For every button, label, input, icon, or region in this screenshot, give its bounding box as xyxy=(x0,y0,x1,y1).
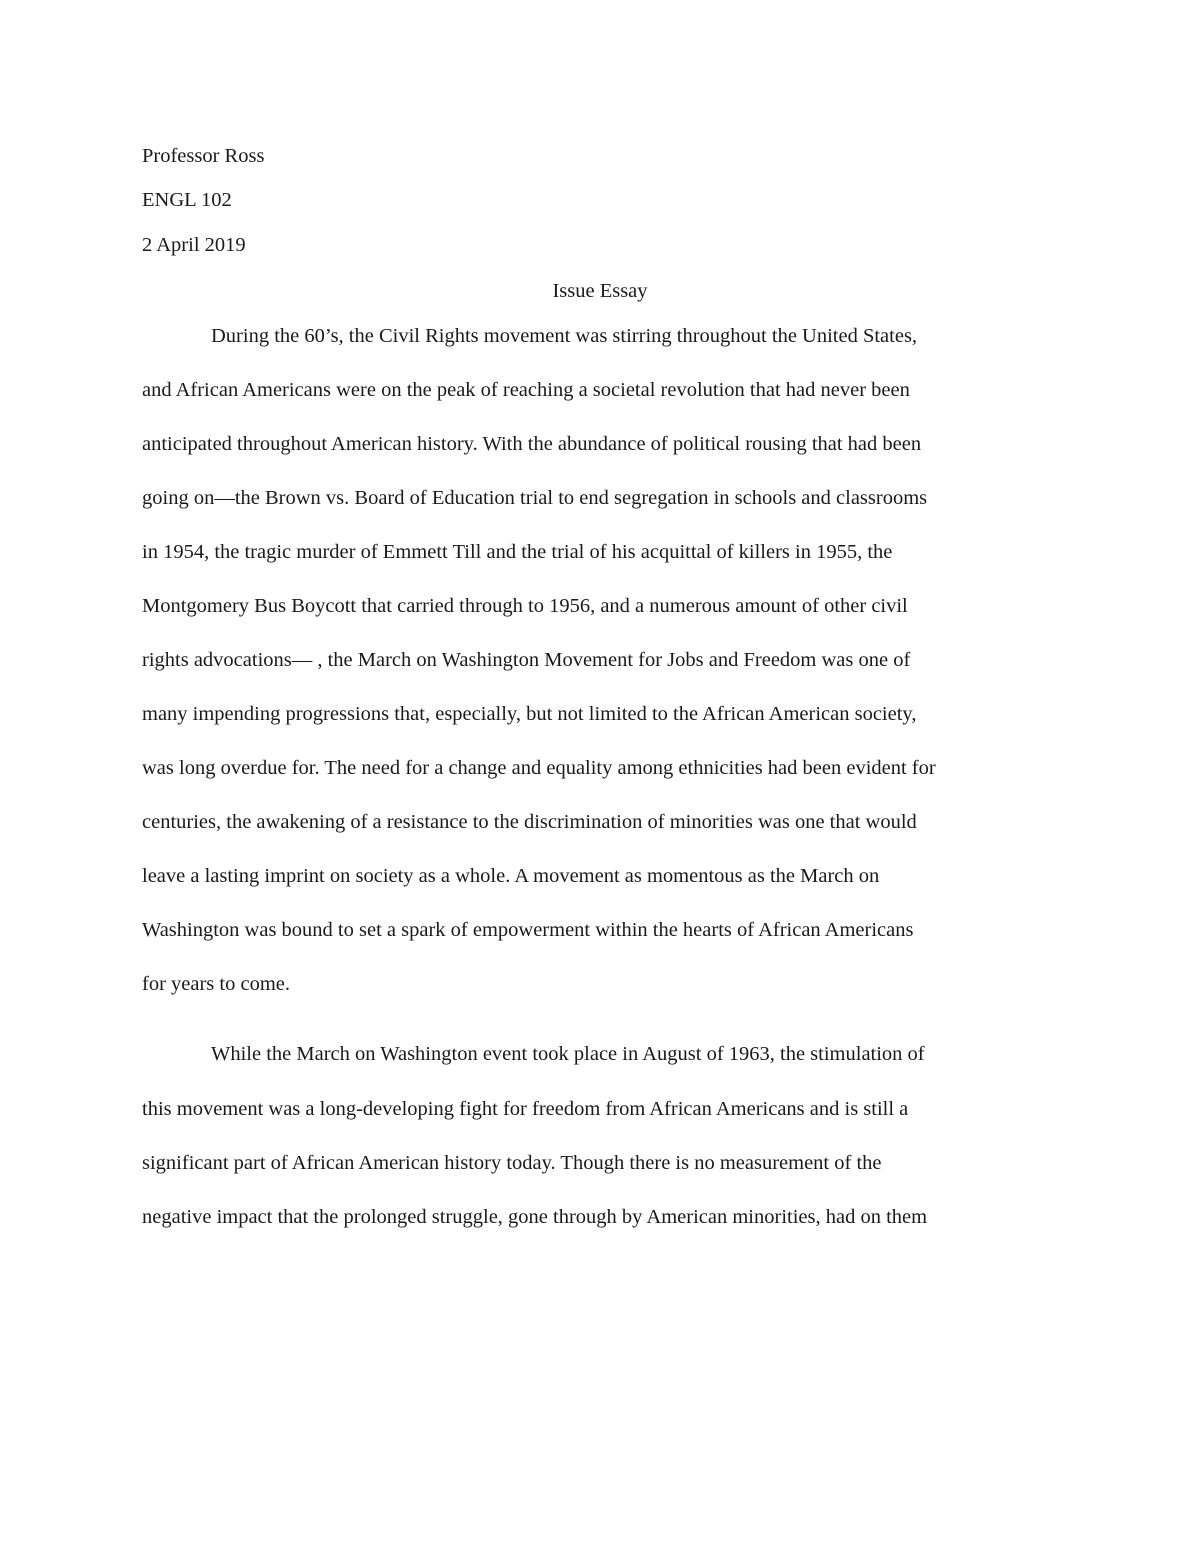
paragraph-line: many impending progressions that, especially, but not limited to the African American society, xyxy=(142,703,917,725)
essay-title: Issue Essay xyxy=(552,280,648,302)
paragraph-line: this movement was a long-developing fight for freedom from African Americans and is still a xyxy=(142,1098,909,1120)
course-name: ENGL 102 xyxy=(142,189,232,211)
paragraph-line: rights advocations— , the March on Washington Movement for Jobs and Freedom was one of xyxy=(142,649,911,671)
essay-date: 2 April 2019 xyxy=(142,234,246,256)
paragraph-line: and African Americans were on the peak of reaching a societal revolution that had never been xyxy=(142,379,910,401)
paragraph-line: During the 60’s, the Civil Rights movement was stirring throughout the United States, xyxy=(211,325,918,347)
paragraph-line: centuries, the awakening of a resistance to the discrimination of minorities was one that would xyxy=(142,811,917,833)
paragraph-line: While the March on Washington event took place in August of 1963, the stimulation of xyxy=(211,1043,925,1065)
paragraph-line: going on—the Brown vs. Board of Education trial to end segregation in schools and classrooms xyxy=(142,487,928,509)
paragraph-line: Montgomery Bus Boycott that carried through to 1956, and a numerous amount of other civil xyxy=(142,595,908,617)
paragraph-line: for years to come. xyxy=(142,973,290,995)
paragraph-line: in 1954, the tragic murder of Emmett Till and the trial of his acquittal of killers in 1955, the xyxy=(142,541,893,563)
paragraph-line: was long overdue for. The need for a change and equality among ethnicities had been evident for xyxy=(142,757,936,779)
instructor-name: Professor Ross xyxy=(142,145,265,167)
paragraph-line: anticipated throughout American history. With the abundance of political rousing that had been xyxy=(142,433,922,455)
paragraph-line: leave a lasting imprint on society as a whole. A movement as momentous as the March on xyxy=(142,865,880,887)
paragraph-line: Washington was bound to set a spark of empowerment within the hearts of African Americans xyxy=(142,919,914,941)
paragraph-line: negative impact that the prolonged struggle, gone through by American minorities, had on them xyxy=(142,1206,928,1228)
paragraph-line: significant part of African American history today. Though there is no measurement of the xyxy=(142,1152,882,1174)
